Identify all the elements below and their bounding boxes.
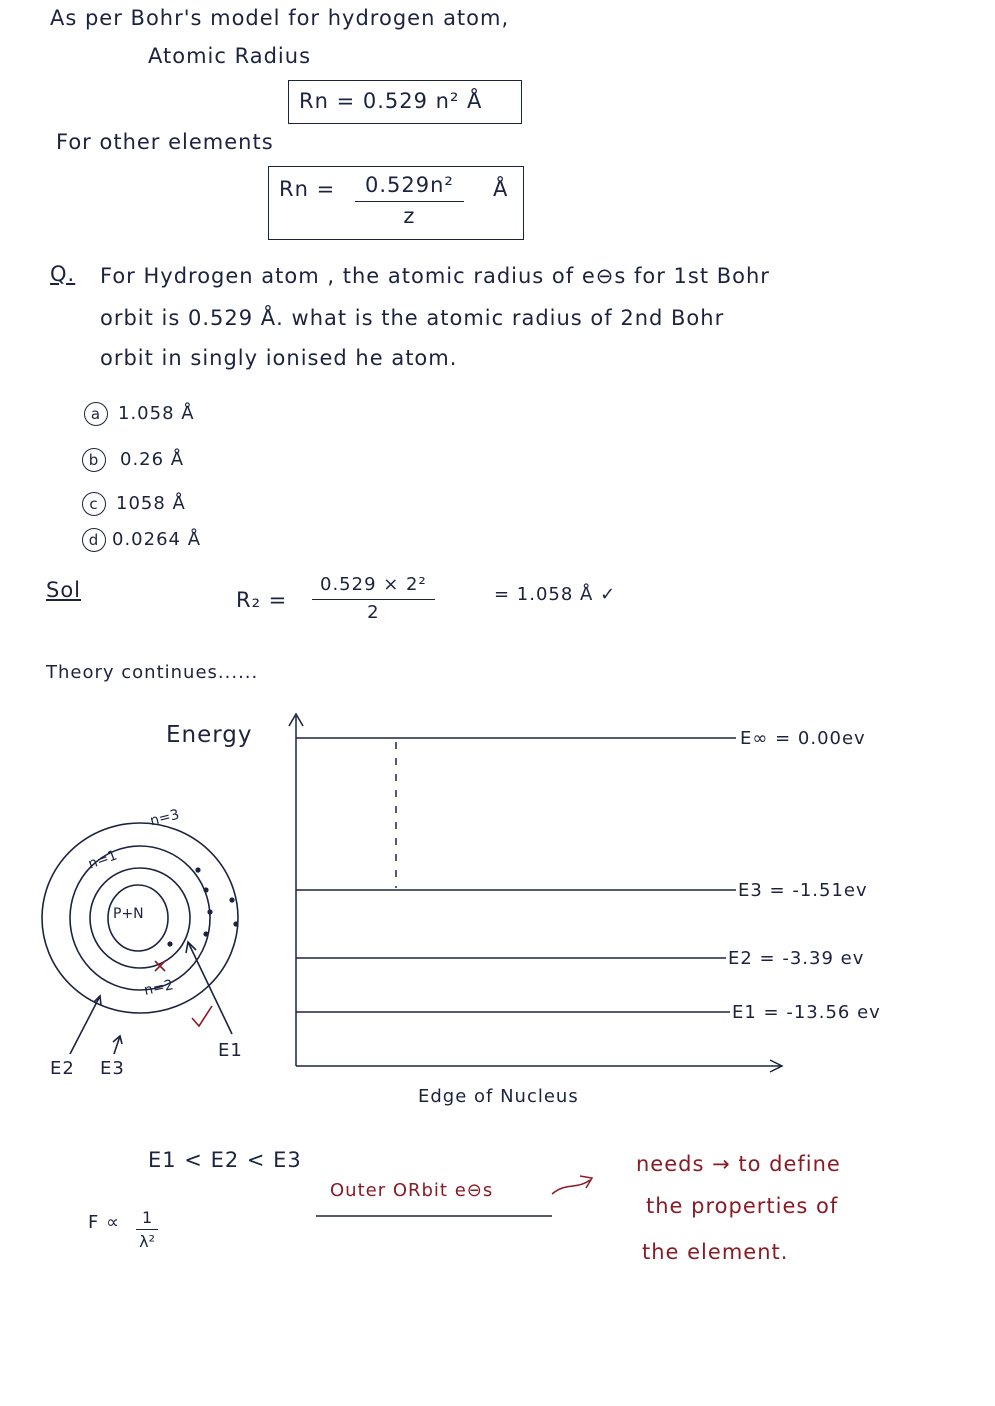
orbit-n2-label: n=2 xyxy=(142,977,175,999)
solution-lhs: R₂ = xyxy=(236,588,288,612)
orbit-n1-label: n=1 xyxy=(86,847,120,873)
energy-level-2-label: E2 = -3.39 ev xyxy=(728,948,865,969)
solution-result: = 1.058 Å ✓ xyxy=(494,584,617,605)
formula-other-unit: Å xyxy=(493,177,509,201)
label-e3: E3 xyxy=(100,1058,125,1079)
needs-note: needs → to define xyxy=(636,1152,841,1176)
energy-level-1-label: E1 = -13.56 ev xyxy=(732,1002,881,1023)
orbit-n3-label: n=3 xyxy=(148,806,182,830)
solution-label: Sol xyxy=(46,578,82,602)
question-line-2: orbit is 0.529 Å. what is the atomic radius of 2nd Bohr xyxy=(100,306,725,330)
energy-inequality: E1 < E2 < E3 xyxy=(148,1148,302,1172)
option-b-text: 0.26 Å xyxy=(120,449,185,470)
question-marker: Q. xyxy=(50,262,76,286)
label-e2: E2 xyxy=(50,1058,75,1079)
solution-denominator: 2 xyxy=(367,602,380,623)
option-a-text: 1.058 Å xyxy=(118,403,195,424)
energy-level-3-label: E3 = -1.51ev xyxy=(738,880,868,901)
properties-note: the properties of xyxy=(646,1194,839,1218)
other-elements-label: For other elements xyxy=(56,130,274,154)
formula-hydrogen: Rn = 0.529 n² Å xyxy=(299,89,483,113)
intro-line-2: Atomic Radius xyxy=(148,44,312,68)
theory-continues: Theory continues...... xyxy=(46,662,259,683)
question-line-1: For Hydrogen atom , the atomic radius of e⊖s for 1st Bohr xyxy=(100,264,770,288)
proportional-fraction xyxy=(136,1208,158,1251)
option-c-text: 1058 Å xyxy=(116,493,186,514)
formula-other-lhs: Rn = xyxy=(279,177,336,201)
option-d-text: 0.0264 Å xyxy=(112,529,202,550)
pointer-arrow xyxy=(552,1180,590,1194)
formula-other-denominator: z xyxy=(403,204,416,228)
element-note: the element. xyxy=(642,1240,789,1264)
nucleus-label: P+N xyxy=(113,906,144,922)
solution-numerator: 0.529 × 2² xyxy=(312,574,435,600)
question-line-3: orbit in singly ionised he atom. xyxy=(100,346,458,370)
outer-orbit-note: Outer ORbit e⊖s xyxy=(330,1180,494,1201)
label-e1: E1 xyxy=(218,1040,243,1061)
option-b-key: b xyxy=(82,448,106,472)
energy-axis-label: Energy xyxy=(166,722,253,748)
proportional-label: F ∝ xyxy=(88,1212,120,1233)
option-a-key: a xyxy=(84,402,108,426)
proportional-denominator: λ² xyxy=(139,1232,156,1251)
atom-sketch xyxy=(42,823,238,1054)
formula-other-numerator: 0.529n² xyxy=(355,173,464,202)
intro-line-1: As per Bohr's model for hydrogen atom, xyxy=(50,6,510,30)
arrow-e2 xyxy=(70,996,100,1054)
energy-level-inf-label: E∞ = 0.00ev xyxy=(740,728,866,749)
option-c-key: c xyxy=(82,492,106,516)
proportional-numerator: 1 xyxy=(136,1208,158,1230)
orbit-dots xyxy=(167,867,238,946)
energy-x-label: Edge of Nucleus xyxy=(418,1086,579,1107)
option-d-key: d xyxy=(82,528,106,552)
